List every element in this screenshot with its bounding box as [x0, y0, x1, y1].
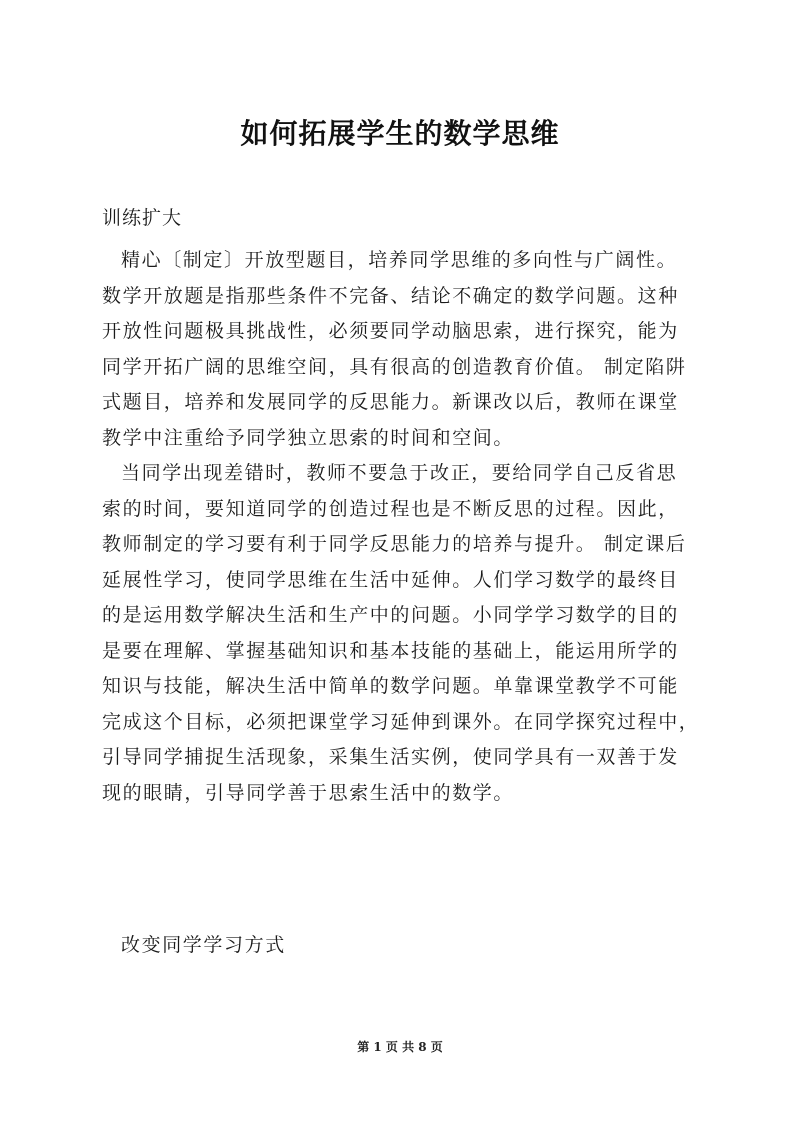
document-title: 如何拓展学生的数学思维 — [240, 117, 560, 150]
text-line: 完成这个目标，必须把课堂学习延伸到课外。在同学探究过程中， — [102, 710, 700, 733]
text-line: 现的眼睛，引导同学善于思索生活中的数学。 — [102, 781, 515, 804]
section-heading-2: 改变同学学习方式 — [121, 934, 286, 956]
page-footer: 第 1 页 共 8 页 — [357, 1040, 443, 1054]
text-line: 引导同学捕捉生活现象，采集生活实例，使同学具有一双善于发 — [102, 746, 679, 768]
text-line: 数学开放题是指那些条件不完备、结论不确定的数学问题。这种 — [102, 284, 679, 307]
text-line: 开放性问题极具挑战性，必须要同学动脑思索，进行探究，能为 — [102, 320, 679, 342]
text-line: 的是运用数学解决生活和生产中的问题。小同学学习数学的目的 — [102, 604, 679, 626]
text-line: 式题目，培养和发展同学的反思能力。新课改以后，教师在课堂 — [102, 391, 679, 413]
text-line: 索的时间，要知道同学的创造过程也是不断反思的过程。因此， — [102, 497, 679, 520]
text-line: 同学开拓广阔的思维空间，具有很高的创造教育价值。 制定陷阱 — [102, 355, 687, 378]
text-line: 教师制定的学习要有利于同学反思能力的培养与提升。 制定课后 — [102, 533, 687, 555]
text-line: 教学中注重给予同学独立思索的时间和空间。 — [102, 426, 515, 449]
text-line: 延展性学习，使同学思维在生活中延伸。人们学习数学的最终目 — [102, 568, 679, 591]
text-line: 精心〔制定〕开放型题目，培养同学思维的多向性与广阔性。 — [121, 249, 678, 271]
body-text — [102, 243, 722, 811]
text-line: 当同学出现差错时，教师不要急于改正，要给同学自己反省思 — [121, 462, 678, 484]
text-line: 是要在理解、掌握基础知识和基本技能的基础上，能运用所学的 — [102, 639, 679, 662]
text-line: 知识与技能，解决生活中简单的数学问题。单靠课堂教学不可能 — [102, 675, 679, 697]
section-heading: 训练扩大 — [102, 207, 183, 229]
